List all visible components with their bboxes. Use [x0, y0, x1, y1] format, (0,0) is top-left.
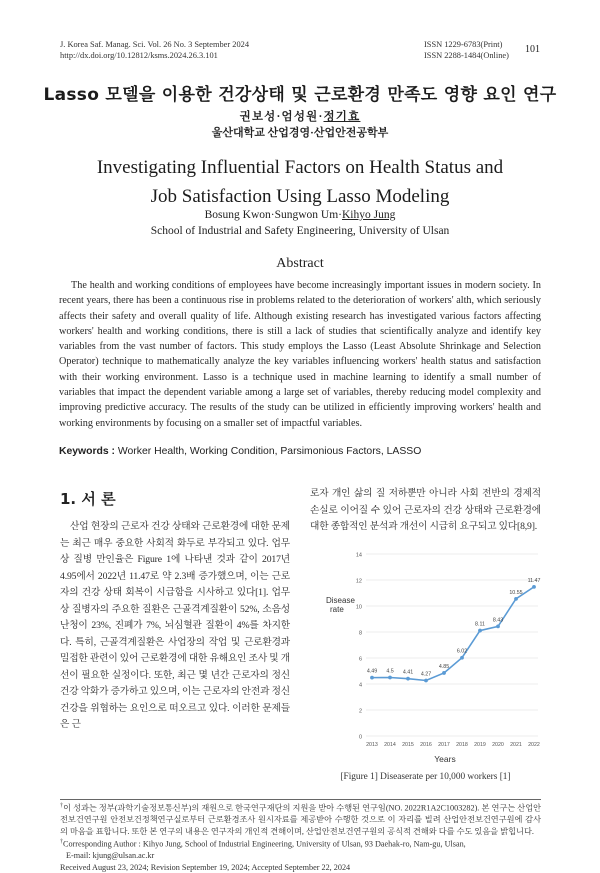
series-line [372, 587, 534, 681]
issn-print: ISSN 1229-6783(Print) [424, 40, 503, 49]
x-tick-label: 2021 [510, 742, 522, 748]
data-point [478, 629, 482, 633]
data-point [442, 671, 446, 675]
disease-rate-chart [310, 540, 541, 768]
y-tick-label: 2 [358, 708, 362, 715]
x-tick-label: 2020 [492, 742, 504, 748]
journal-name: J. Korea Saf. Manag. Sci. Vol. 26 No. 3 September 2024 [60, 40, 250, 49]
english-title-line1: Investigating Influential Factors on Health Status and [96, 157, 504, 178]
data-label: 4.27 [420, 671, 432, 678]
email-footnote: E-mail: kjung@ulsan.ac.kr [66, 851, 155, 861]
x-tick-label: 2016 [420, 742, 432, 748]
korean-authors-list: 권보성·엄성원· [239, 111, 324, 123]
korean-corresponding-author: 정기효 [323, 111, 361, 123]
data-label: 4.85 [438, 663, 450, 670]
abstract-text: The health and working conditions of employees have become increasingly important issues in modern society. In recent years, there has been a continuous rise in problems related to the deterioration of workers' alth, which seriously affects their safety and overall quality of life. Although existing research has investigated various factors affecting workers' health and working conditions, there is still a lack of studies that scientifically analyze and identify key variables from the vast number of factors. This study employs the Lasso (Least Absolute Shrinkage and Selection Operator) technique to mathematically analyze the key variables influencing workers' health status and satisfaction with their working environment. Lasso is a technique used in machine learning to identify a small number of variables that impact the dependent variable among a large set of variables, thereby reducing model complexity and improving predictive accuracy. The results of the study can be utilized in efficiently improving workers' health and working environments by focusing on a smaller set of impactful variables. [59, 280, 541, 429]
data-point [460, 656, 464, 660]
x-axis-label: Years [434, 754, 456, 764]
english-affiliation: School of Industrial and Safety Engineering, University of Ulsan [150, 225, 450, 237]
y-tick-label: 8 [358, 630, 362, 637]
english-corresponding-author: Kihyo Jung [342, 209, 396, 221]
english-title-line2: Job Satisfaction Using Lasso Modeling [150, 186, 450, 207]
data-point [532, 585, 536, 589]
funding-footnote: †이 성과는 정부(과학기술정보통신부)의 재원으로 한국연구재단의 지원을 받아 수행된 연구임(NO. 2022R1A2C1003282). 본 연구는 산업안전보건연구원 안전보건정책연구실로부터 근로환경조사 원시자료를 제공받아 수행한 것으로 이 자리를 빌려 산업안전보건연구원에 감사의 마음을 표합니다. 또한 본 연구의 내용은 연구자의 개인적 견해이며, 산업안전보건연구원의 공식적 견해와 다를 수도 있음을 밝힙니다. [60, 803, 542, 836]
data-label: 8.11 [475, 621, 485, 628]
footnote-divider [60, 799, 541, 800]
intro-paragraph-col2: 로자 개인 삶의 질 저하뿐만 아니라 사회 전반의 경제적 손실로 이어질 수 있어 근로자의 건강 상태와 근로환경에 대한 종합적인 분석과 개선이 시급히 요구되고 있다[8,9]. [310, 488, 541, 532]
y-tick-label: 0 [358, 734, 362, 741]
figure-caption: [Figure 1] Diseaserate per 10,000 workers [1] [340, 772, 511, 782]
data-label: 4.41 [402, 669, 414, 676]
x-tick-label: 2017 [438, 742, 450, 748]
issn-block [424, 40, 509, 61]
y-tick-label: 12 [355, 578, 362, 585]
y-tick-label: 4 [358, 682, 362, 689]
intro-paragraph-col1: 산업 현장의 근로자 건강 상태와 근로환경에 대한 문제는 최근 매우 중요한 사회적 화두로 부각되고 있다. 업무상 질병 만인율은 Figure 1에 나타낸 것과 같이 2017년 4.95에서 2022년 11.47로 약 2.3배 증가했으며, 이는 근로자의 건강 상태 회복이 시급함을 시사하고 있다[1]. 업무상 질병자의 주요한 질환은 근골격계질환이 52%, 소음성 난청이 23%, 진폐가 7%, 뇌심혈관 질환이 4%를 차지한다. 특히, 근골격계질환은 사업장의 작업 및 근로환경과 밀접한 관련이 있어 근로환경에 대한 유해요인 조사 및 개선이 필요한 실정이다. 또한, 최근 몇 년간 근로자의 정신 건강 악화가 증가하고 있으며, 이는 근로자의 안전과 정신 건강을 위협하는 요인으로 떠오르고 있다. 이러한 문제들은 근 [60, 521, 290, 730]
y-tick-label: 10 [355, 604, 362, 611]
data-label: 10.55 [509, 589, 523, 596]
dates-footnote: Received August 23, 2024; Revision September 19, 2024; Accepted September 22, 2024 [60, 862, 351, 872]
korean-authors [0, 108, 600, 124]
x-tick-label: 2022 [528, 742, 540, 748]
data-label: 4.49 [366, 668, 378, 675]
doi-link[interactable]: http://dx.doi.org/10.12812/ksms.2024.26.3.101 [60, 50, 218, 60]
english-authors-list: Bosung Kwon·Sungwon Um· [204, 209, 342, 221]
abstract-heading: Abstract [276, 256, 324, 271]
data-label: 6.02 [456, 648, 468, 655]
y-axis-label-line2: rate [330, 605, 344, 614]
x-tick-label: 2015 [402, 742, 414, 748]
korean-affiliation: 울산대학교 산업경영·산업안전공학부 [211, 127, 389, 139]
section-heading: 1. 서 론 [60, 490, 116, 508]
x-tick-label: 2013 [366, 742, 378, 748]
keywords-list: Worker Health, Working Condition, Parsimonious Factors, LASSO [117, 446, 422, 457]
data-label: 8.43 [492, 617, 504, 624]
data-point [514, 597, 518, 601]
footnotes [60, 801, 541, 873]
page-number: 101 [525, 44, 540, 55]
keywords [59, 446, 541, 457]
corresponding-footnote: †Corresponding Author : Kihyo Jung, School of Industrial Engineering, University of Ulsan, 93 Daehak-ro, Nam-gu, Ulsan, [60, 839, 466, 849]
data-label: 11.47 [527, 577, 541, 584]
journal-citation [60, 40, 249, 61]
data-point [496, 625, 500, 629]
issn-online: ISSN 2288-1484(Online) [424, 50, 509, 60]
x-tick-label: 2019 [474, 742, 486, 748]
y-tick-label: 6 [358, 656, 362, 663]
data-point [406, 677, 410, 681]
y-tick-label: 14 [355, 552, 362, 559]
data-point [370, 676, 374, 680]
english-title [0, 153, 600, 211]
data-point [424, 679, 428, 683]
data-point [388, 676, 392, 680]
x-tick-label: 2018 [456, 742, 468, 748]
keywords-label: Keywords : [59, 446, 118, 457]
y-axis-label-line1: Disease [326, 596, 355, 605]
english-authors [0, 209, 600, 221]
korean-title: Lasso 모델을 이용한 건강상태 및 근로환경 만족도 영향 요인 연구 [43, 85, 557, 105]
x-tick-label: 2014 [384, 742, 396, 748]
data-label: 4.5 [386, 668, 394, 675]
